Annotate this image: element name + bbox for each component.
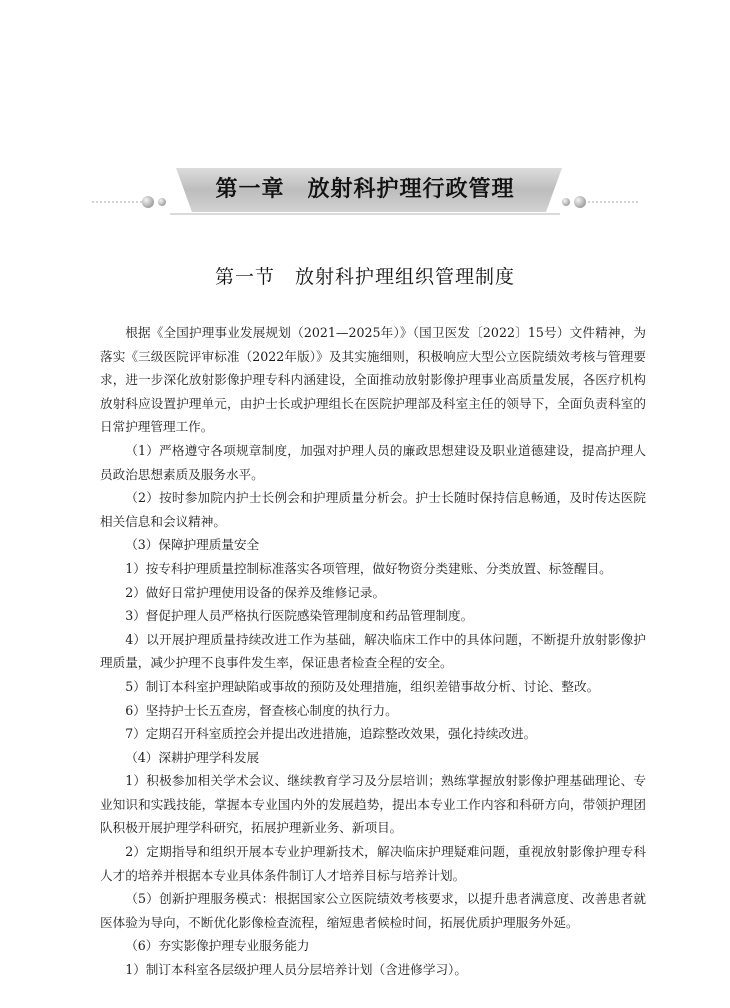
paragraph-item-4-2: 2）定期指导和组织开展本专业护理新技术，解决临床护理疑难问题，重视放射影像护理专科人才的培养并根据本专业具体条件制订人才培养目标与培养计划。 [100, 844, 646, 883]
paragraph-item-3-2: 2）做好日常护理使用设备的保养及维修记录。 [125, 584, 386, 600]
paragraph-item-3-5: 5）制订本科室护理缺陷或事故的预防及处理措施，组织差错事故分析、讨论、整改。 [125, 678, 600, 694]
paragraph-item-3-4: 4）以开展护理质量持续改进工作为基础，解决临床工作中的具体问题，不断提升放射影像护理质量，减少护理不良事件发生率，保证患者检查全程的安全。 [100, 631, 646, 671]
paragraph-item-3-3: 3）督促护理人员严格执行医院感染管理制度和药品管理制度。 [125, 608, 474, 624]
paragraph-item-4-1: 1）积极参加相关学术会议、继续教育学习及分层培训；熟练掌握放射影像护理基础理论、专业知识和实践技能，掌握本专业国内外的发展趋势，提出本专业工作内容和科研方向，带领护理团队积极开展护理学科研究，拓展护理新业务、新项目。 [100, 773, 646, 836]
paragraph-item-6-heading: （6）夯实影像护理专业服务能力 [125, 938, 310, 954]
paragraph-item-3-7: 7）定期召开科室质控会并提出改进措施，追踪整改效果，强化持续改进。 [125, 726, 537, 742]
paragraph-item-1: （1）严格遵守各项规章制度，加强对护理人员的廉政思想建设及职业道德建设，提高护理人员政治思想素质及服务水平。 [100, 442, 646, 482]
paragraph-item-3-heading: （3）保障护理质量安全 [125, 537, 260, 553]
paragraph-item-4-heading: （4）深耕护理学科发展 [125, 749, 260, 765]
paragraph-item-2: （2）按时参加院内护士长例会和护理质量分析会。护士长随时保持信息畅通，及时传达医院相关信息和会议精神。 [100, 490, 646, 529]
paragraph-intro: 根据《全国护理事业发展规划（2021—2025年）》（国卫医发〔2022〕15号）文件精神，为落实《三级医院评审标准（2022年版）》及其实施细则，积极响应大型公立医院绩效考核与管理要求，进一步深化放射影像护理专科内涵建设，全面推动放射影像护理事业高质量发展，各医疗机构放射科应设置护理单元，由护士长或护理组长在医院护理部及科室主任的领导下，全面负责科室的日常护理管理工作。 [100, 325, 646, 435]
body-text [100, 321, 646, 982]
paragraph-item-5: （5）创新护理服务模式：根据国家公立医院绩效考核要求，以提升患者满意度、改善患者就医体验为导向，不断优化影像检查流程，缩短患者候检时间，拓展优质护理服务外延。 [100, 891, 646, 930]
section-title: 第一节 放射科护理组织管理制度 [214, 266, 515, 288]
paragraph-item-6-1: 1）制订本科室各层级护理人员分层培养计划（含进修学习）。 [125, 962, 467, 978]
paragraph-item-3-1: 1）按专科护理质量控制标准落实各项管理，做好物资分类建账、分类放置、标签醒目。 [125, 560, 612, 576]
chapter-title: 第一章 放射科护理行政管理 [215, 177, 515, 202]
chapter-banner [0, 162, 730, 222]
paragraph-item-3-6: 6）坚持护士长五查房，督查核心制度的执行力。 [125, 702, 398, 718]
